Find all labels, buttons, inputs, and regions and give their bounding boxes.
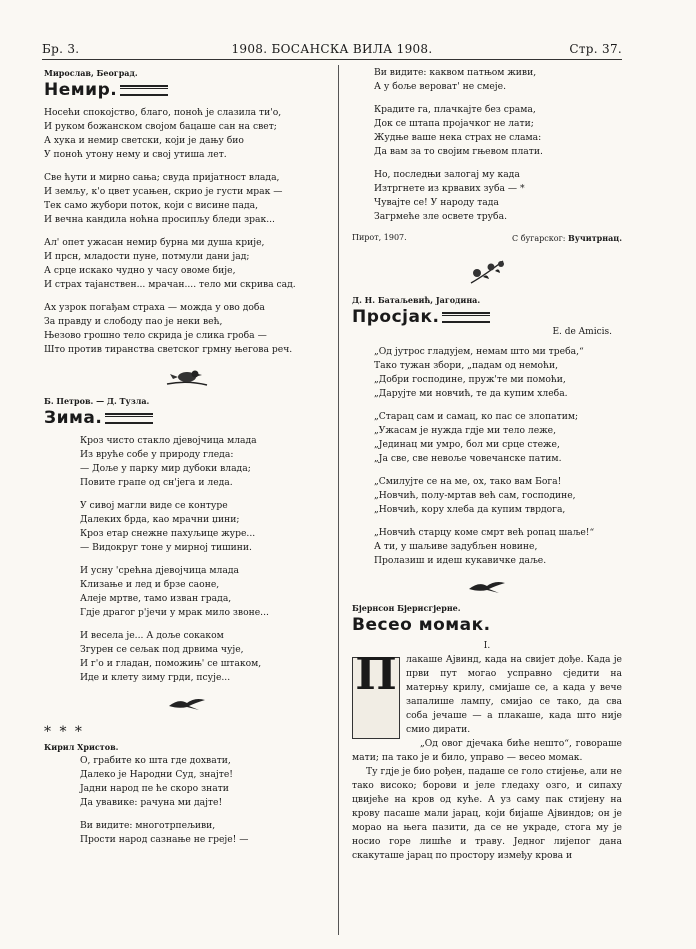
verse-line: Ви видите: многотрпељиви, [80,820,216,831]
story-paragraph: лакаше Ајвинд, када на свијет дође. Када је први пут могао усправно сједити на матерњу крилу, смијаше се, а када у вече запалише лампу, смијао се тако, да сва соба јечаше — а плакаше, када што није смио дирати. [406,654,622,735]
verse-line: У поноћ утону нему и свој утиша лет. [44,149,227,160]
verse-line: Иде и клету зиму грди, псује... [80,672,231,683]
verse-line: И вечна кандила ноћна просипљу бледи зрак... [44,214,275,225]
verse-line: Пролазиш и идеш кукавичке даље. [374,555,547,566]
verse-line: Чувајте се! У народу тада [374,197,499,208]
verse-line: „Новчић, полу-мртав већ сам, господине, [374,490,576,501]
left-column [44,68,329,856]
verse-line: „Јединац ми умро, бол ми срце стеже, [374,439,560,450]
verse-line: Клизање и лед и брзе саоне, [80,579,220,590]
poem1-author: Мирослав, Београд. [44,68,138,78]
verse-line: Њезово грошно тело скрида је слика гроба — [44,330,267,341]
poem4-author: Д. Н. Батаљевић, Јагодина. [352,295,481,305]
verse-line: Из вруће собе у природу гледа: [80,449,234,460]
verse-line: Жудње ваше нека страх не слама: [374,132,542,143]
verse-line: А хука и немир светски, који је дању био [44,135,244,146]
verse-line: „Ја све, све невоље човечанске патим. [374,453,562,464]
verse-line: Далеко је Народни Суд, знајте! [80,769,233,780]
verse-line: Ал' опет ужасан немир бурна ми душа крије, [44,237,265,248]
poem3-stanza [44,754,329,810]
poem2-title [44,408,329,428]
poem1-stanza [44,171,329,227]
poem1-title-text: Немир. [44,80,118,100]
verse-line: Повите грапе од сн'јега и леда. [80,477,233,488]
verse-line: Кроз етар снежне пахуљице журе... [80,528,256,539]
verse-line: „Старац сам и самац, ко пас се злопатим; [374,411,579,422]
verse-line: Загрмеће зле освете труба. [374,211,507,222]
verse-line: И усну 'срећна дјевојчица млада [80,565,239,576]
poem4-title-text: Просјак. [352,307,440,327]
verse-line: Да увавике: рачуна ми дајте! [80,797,223,808]
story-title [352,615,622,635]
verse-line: И прсн, младости пуне, потмули дани јад; [44,251,250,262]
verse-line: Прости народ сазнање не греје! — [80,834,249,845]
poem2-author: Б. Петров. — Д. Тузла. [44,396,150,406]
verse-line: Ви видите: каквом патњом живи, [374,67,537,78]
verse-line: Да вам за то својим гњевом плати. [374,146,543,157]
chapter-number: I. [483,641,491,651]
verse-line: — Видокруг тоне у мирној тишини. [80,542,252,553]
right-column [352,66,622,863]
verse-line: „Новчић, кору хлеба да купим тврдога, [374,504,566,515]
poem1-stanza [44,106,329,162]
verse-line: У сивој магли виде се контуре [80,500,228,511]
verse-line: „Ужасам је нужда гдје ми тело лежe, [374,425,557,436]
header-rule [42,59,622,60]
poem4-stanza [352,345,622,401]
poem1-stanza [44,301,329,357]
issue-number: Бр. 3. [42,42,80,56]
verse-line: „Добри господине, пруж'те ми помоћи, [374,374,566,385]
verse-line: Што против тиранства светског грмну његова реч. [44,344,293,355]
verse-line: Тек само жубори поток, који с висине пада, [44,200,259,211]
story-paragraph: „Од овог дјечака биће нешто“, говораше мати; па тако је и било, управо — весео момак. [352,738,622,763]
poem3-place: Пирот, 1907. [352,233,407,242]
verse-line: О, грабите ко шта где дохвати, [80,755,231,766]
verse-line: А ти, у шаљиве задубљен новине, [374,541,538,552]
poem1-title [44,80,329,100]
poem3-footer [352,233,622,245]
verse-line: Све ћути и мирно сања; свуда пријатност влада, [44,172,280,183]
verse-line: И весела је... А доље сокаком [80,630,224,641]
poem2-title-text: Зима. [44,408,103,428]
verse-line: И руком божанском својом бацаше сан на свет; [44,121,277,132]
poem3-continued-stanza [352,103,622,159]
poem3-stanza [44,819,329,847]
translator-prefix: С бугарског: [512,234,566,243]
verse-line: А у боље вероват' не смеје. [374,81,506,92]
verse-line: „Даруjте ми новчић, те да купим хлеба. [374,388,568,399]
verse-line: Крадите га, плачкајте без срама, [374,104,536,115]
bird-on-branch-icon [165,366,209,388]
verse-line: „Од јутрос гладујем, немам што ми треба,“ [374,346,584,357]
title-ornament [442,312,490,323]
poem4-source: E. de Amicis. [552,327,612,337]
asterism: * * * [44,724,84,740]
poem2-stanza [44,434,329,490]
verse-line: Јадни народ пе ће скоро знати [80,783,229,794]
verse-line: Изтргнете из крвавих зуба — * [374,183,525,194]
poem2-stanza [44,629,329,685]
story-title-text: Весео момак. [352,615,491,635]
poem3-translator [512,233,622,243]
poem3-author: Кирил Христов. [44,742,119,752]
page-number: Стр. 37. [569,42,622,56]
column-divider [338,65,339,935]
verse-line: Носећи спокојство, благо, поноћ је слазила ти'о, [44,107,282,118]
poem4-title [352,307,622,327]
verse-line: И земљу, к'о цвет усањен, скрио је густи мрак — [44,186,283,197]
page-header [42,42,622,58]
poem1-stanza [44,236,329,292]
masthead: 1908. БОСАНСКА ВИЛА 1908. [231,42,433,56]
poem2-stanza [44,499,329,555]
verse-line: Док се штапа пројачког не лати; [374,118,534,129]
poem3-continued-stanza [352,168,622,224]
translator-name: Вучитрнац. [568,233,622,243]
title-ornament [120,85,168,96]
verse-line: Ах узрок погађам страха — можда у ово доба [44,302,265,313]
story-body [352,649,622,863]
verse-line: „Смилујте се на ме, ох, тако вам Бога! [374,476,562,487]
verse-line: — Доље у парку мир дубоки влада; [80,463,251,474]
verse-line: Кроз чисто стакло дјевојчица млада [80,435,257,446]
verse-line: Гдје драгог р'јечи у мрак мило звоне... [80,607,269,618]
verse-line: И г'о и гладан, поможињ' се штаком, [80,658,262,669]
dropcap-letter: П [355,649,397,700]
story-paragraph: Ту гдје је био рођен, падаше се голо стијење, али не тако високо; борови и јеле гледаху озго, и сипаху цвијеће на кров од куће. А уз саму пак стијену на крову пасаше мали јарац, који бијаше Ајвиндов; он је морао на њега пазити, да се не украде, стога му је носио горе лишће и траву. Једног лијепог дана скакуташе јарац по простору између крова и [352,766,622,861]
verse-line: Згурен се сељак под дрвима чује, [80,644,244,655]
story-author: Бјернсон Бјерисгјерне. [352,603,461,613]
verse-line: А срце искако чудно у часу овоме бије, [44,265,236,276]
swallow-icon [165,694,209,712]
verse-line: Алеје мртве, тамо изван града, [80,593,232,604]
poem4-stanza [352,526,622,568]
verse-line: „Новчић старцу коме смрт већ ропац шаље!“ [374,527,595,538]
flower-sprig-icon [465,255,509,287]
verse-line: Тако тужан збори, „падам од немоћи, [374,360,559,371]
poem2-stanza [44,564,329,620]
title-ornament [105,413,153,424]
verse-line: Далеких брда, као мрачни џини; [80,514,240,525]
ornamental-dropcap [352,649,400,739]
verse-line: Но, последњи залогај му када [374,169,520,180]
poem4-stanza [352,410,622,466]
swallow-icon [465,577,509,595]
poem3-continued-stanza [352,66,622,94]
poem4-stanza [352,475,622,517]
verse-line: И страх тајанствен... мрачан.... тело ми скрива сад. [44,279,296,290]
verse-line: За правду и слободу пао је неки већ, [44,316,223,327]
